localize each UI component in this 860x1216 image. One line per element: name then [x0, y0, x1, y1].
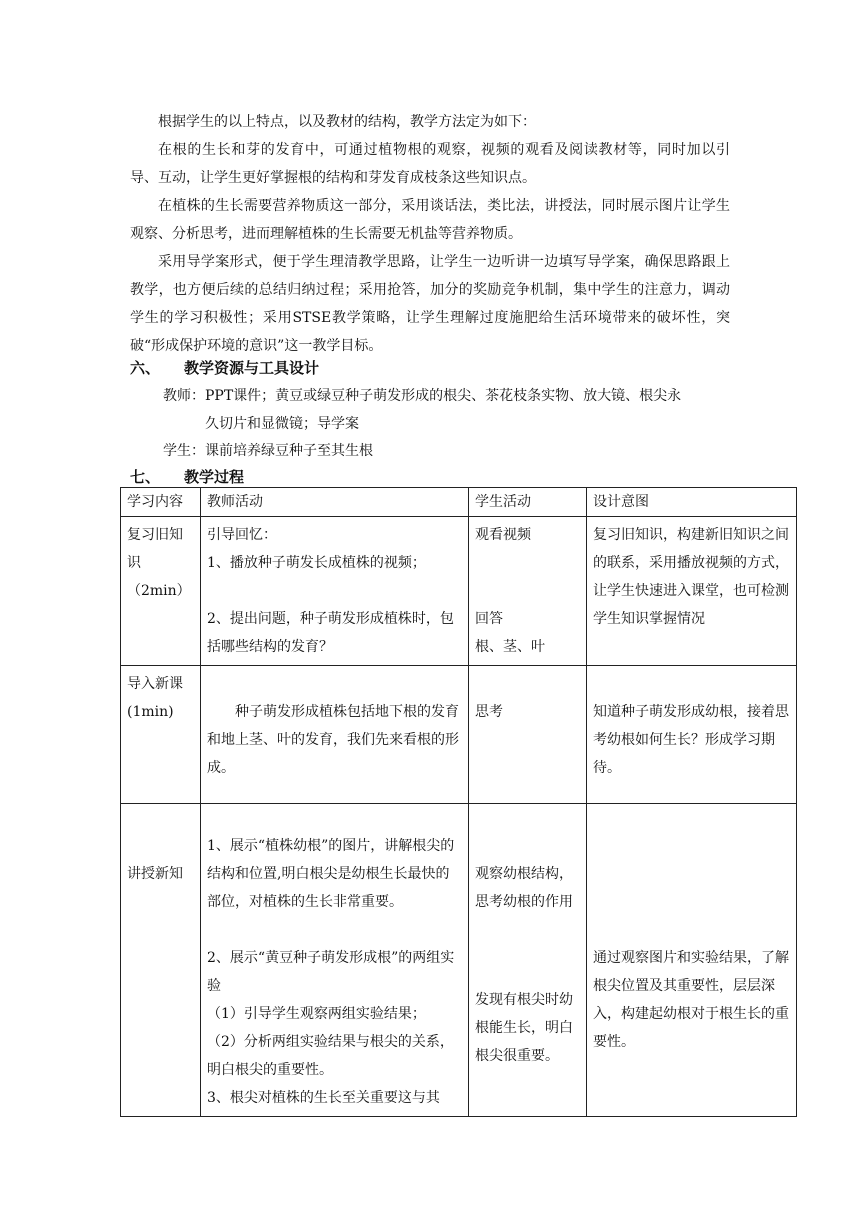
student-activity-line: 思考 [475, 704, 503, 720]
header-teacher: 教师活动 [201, 488, 469, 517]
spacer [475, 577, 580, 605]
teacher-resources-line2: 久切片和显微镜；导学案 [205, 416, 359, 432]
cell-student [469, 666, 587, 804]
section-7-number: 七、 [130, 468, 161, 486]
table-row [121, 517, 797, 666]
paragraph-guided-learning: 采用导学案形式，便于学生理清教学思路，让学生一边听讲一边填写导学案，确保思路跟上教学，也方便后续的总结归纳过程；采用抢答，加分的奖励竞争机制，集中学生的注意力，调动学生的学习积极性；采用STSE教学策略，让学生理解过度施肥给生活环境带来的破坏性，突破“形成保护环境的意识”这一教学目标。 [130, 254, 730, 354]
teacher-resources-line1: 教师：PPT课件；黄豆或绿豆种子萌发形成的根尖、茶花枝条实物、放大镜、根尖永 [163, 388, 682, 404]
header-student: 学生活动 [469, 488, 587, 517]
cell-intent [587, 804, 797, 1117]
student-activity-line: 发现有根尖时幼根能生长，明白根尖很重要。 [475, 992, 573, 1064]
intent-text: 通过观察图片和实验结果，了解根尖位置及其重要性，层层深入，构建起幼根对于根生长的重要性。 [593, 950, 789, 1050]
teacher-activity-line: 种子萌发形成植株包括地下根的发育和地上茎、叶的发育，我们先来看根的形成。 [207, 704, 459, 776]
table-row [121, 804, 797, 1117]
spacer [207, 577, 462, 605]
cell-intent: 复习旧知识，构建新旧知识之间的联系，采用播放视频的方式，让学生快速进入课堂，也可检测学生知识掌握情况 [587, 517, 797, 666]
section-7-heading [130, 466, 244, 487]
paragraph-nutrition: 在植株的生长需要营养物质这一部分，采用谈话法，类比法，讲授法，同时展示图片让学生观察、分析思考，进而理解植株的生长需要无机盐等营养物质。 [130, 198, 730, 242]
student-activity-line: 观看视频 [475, 527, 531, 543]
student-resources: 学生：课前培养绿豆种子至其生根 [163, 443, 373, 459]
section-6-title: 教学资源与工具设计 [184, 359, 320, 377]
cell-student [469, 804, 587, 1117]
teacher-activity-line: 1、展示“植株幼根”的图片，讲解根尖的结构和位置,明白根尖是幼根生长最快的部位，对植株的生长非常重要。 [207, 838, 455, 910]
table-header-row [121, 488, 797, 517]
paragraph-teaching-method-intro: 根据学生的以上特点，以及教材的结构，教学方法定为如下： [158, 114, 536, 130]
header-intent: 设计意图 [587, 488, 797, 517]
teacher-activity-line: 2、展示“黄豆种子萌发形成根”的两组实验 [207, 950, 455, 994]
cell-content: 讲授新知 [121, 804, 201, 1117]
teacher-activity-line: 3、根尖对植株的生长至关重要这与其 [207, 1090, 440, 1106]
spacer [475, 549, 580, 577]
teacher-activity-line: 引导回忆： [207, 527, 277, 543]
teacher-activity-line: （1）引导学生观察两组实验结果； [207, 1006, 426, 1022]
student-activity-line: 观察幼根结构，思考幼根的作用 [475, 866, 573, 910]
section-7-title: 教学过程 [184, 468, 245, 486]
teaching-process-table [120, 487, 797, 1117]
cell-teacher [201, 804, 469, 1117]
spacer [475, 916, 580, 986]
cell-student [469, 517, 587, 666]
cell-content: 导入新课(1min) [121, 666, 201, 804]
cell-teacher [201, 666, 469, 804]
student-activity-line: 回答 [475, 611, 503, 627]
cell-intent: 知道种子萌发形成幼根，接着思考幼根如何生长？形成学习期待。 [587, 666, 797, 804]
paragraph-root-growth: 在根的生长和芽的发育中，可通过植物根的观察，视频的观看及阅读教材等，同时加以引导、互动，让学生更好掌握根的结构和芽发育成枝条这些知识点。 [130, 142, 730, 186]
header-content: 学习内容 [121, 488, 201, 517]
teacher-activity-line: 2、提出问题，种子萌发形成植株时，包括哪些结构的发育？ [207, 611, 454, 655]
section-6-heading [130, 357, 319, 378]
cell-teacher [201, 517, 469, 666]
teacher-activity-line: 1、播放种子萌发长成植株的视频； [207, 555, 426, 571]
student-activity-line: 根、茎、叶 [475, 639, 545, 655]
table-row [121, 666, 797, 804]
section-6-number: 六、 [130, 359, 161, 377]
teacher-activity-line: （2）分析两组实验结果与根尖的关系，明白根尖的重要性。 [207, 1034, 454, 1078]
spacer [207, 916, 462, 944]
cell-content: 复习旧知识（2min） [121, 517, 201, 666]
